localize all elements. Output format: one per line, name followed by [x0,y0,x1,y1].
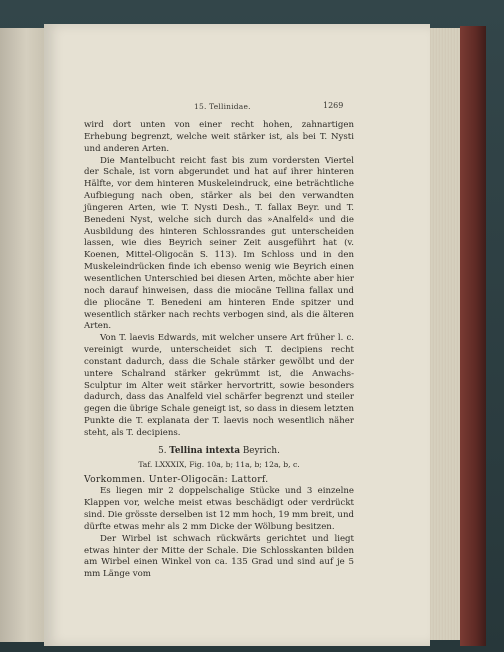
occurrence-line: Vorkommen. Unter-Oligocän: Lattorf. [84,474,269,486]
page-text [84,120,354,581]
plate-reference: Taf. LXXXIX, Fig. 10a, b; 11a, b; 12a, b, c. [138,459,300,469]
species-name: Tellina intexta [169,445,241,456]
page-stack-edges [430,28,461,640]
section-number: 5. [158,445,167,456]
left-page-edge [0,28,45,642]
paragraph: Es liegen mir 2 doppelschalige Stücke und 3 einzelne Klappen vor, welche meist etwas beschädigt oder verdrückt sind. Die grösste derselben ist 12 mm hoch, 19 mm breit, und dürfte etwas mehr als 2 mm Dicke der Wölbung besitzen. [84,486,354,532]
paragraph: wird dort unten von einer recht hohen, zahnartigen Erhebung begrenzt, welche weit stärker ist, als bei T. Nysti und anderen Arten. [84,120,354,154]
running-header: 15. Tellinidae. [194,102,251,111]
page-number: 1269 [323,101,344,110]
book-spine [460,26,486,646]
paragraph: Von T. laevis Edwards, mit welcher unsere Art früher l. c. vereinigt wurde, unterscheidet sich T. decipiens recht constant dadurch, dass die Schale stärker gewölbt und der untere Schalrand stärker gekrümmt ist, die Anwachs-Sculptur im Alter weit stärker hervortritt, sowie besonders dadurch, dass das Analfeld viel schärfer begrenzt und steiler gegen die übrige Schale geneigt ist, so dass in diesem letzten Punkte die T. explanata der T. laevis noch wesentlich näher steht, als T. decipiens. [84,333,354,438]
paragraph: Die Mantelbucht reicht fast bis zum vordersten Viertel der Schale, ist vorn abgerundet und hat auf ihrer hinteren Hälfte, vor dem hinteren Muskeleindruck, eine beträchtliche Aufbiegung nach oben, stärker als bei den verwandten jüngeren Arten, wie T. Nysti Desh., T. fallax Beyr. und T. Benedeni Nyst, welche sich durch das »Analfeld« und die Ausbildung des hinteren Schlossrandes gut unterscheiden lassen, wie dies Beyrich seiner Zeit ausgeführt hat (v. Koenen, Mittel-Oligocän S. 113). Im Schloss und in den Muskeleindrücken finde ich ebenso wenig wie Beyrich einen wesentlichen Unterschied bei diesen Arten, möchte aber hier noch darauf hinweisen, dass die miocäne Tellina fallax und die pliocäne T. Benedeni am hinteren Ende spitzer und wesentlich stärker nach rechts verbogen sind, als die älteren Arten. [84,155,354,332]
section-heading [84,446,354,458]
paragraph: Der Wirbel ist schwach rückwärts gerichtet und liegt etwas hinter der Mitte der Schale. Die Schlosskanten bilden am Wirbel einen Winkel von ca. 135 Grad und sind auf je 5 mm Länge vom [84,533,354,580]
species-author: Beyrich. [242,445,280,456]
